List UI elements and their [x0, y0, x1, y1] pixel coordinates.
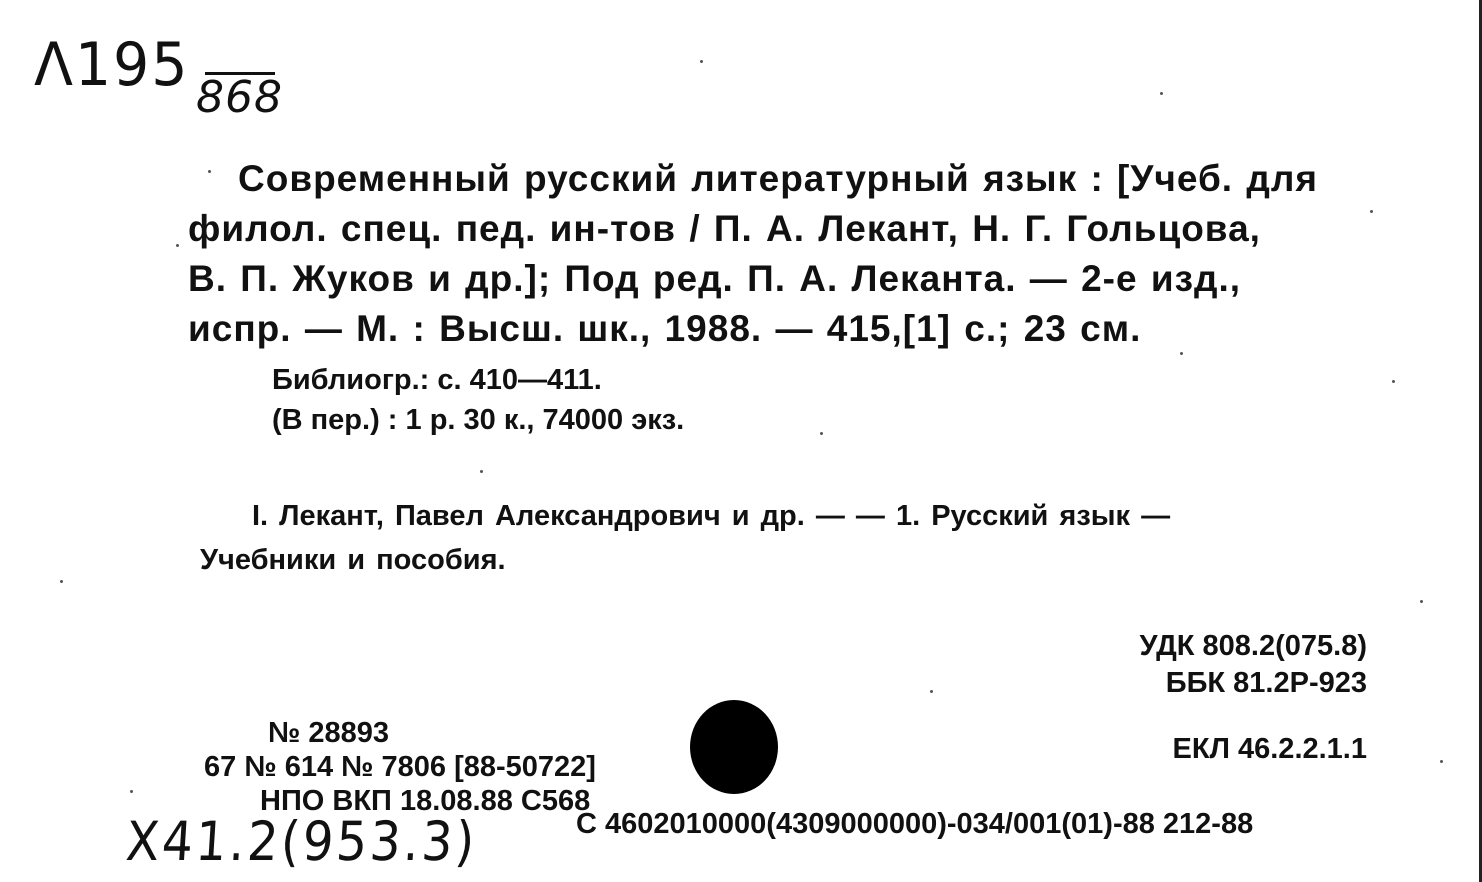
scan-speck — [1370, 210, 1373, 213]
scan-speck — [1160, 92, 1163, 95]
scan-speck — [60, 580, 63, 583]
handwritten-shelf-subcode: 868 — [196, 72, 283, 123]
card-codes — [204, 716, 596, 818]
punch-hole — [690, 700, 778, 794]
ekl-code: ЕКЛ 46.2.2.1.1 — [1172, 733, 1367, 765]
entry-line-3: В. П. Жуков и др.]; Под ред. П. А. Леканта. — 2-е изд., — [188, 258, 1242, 299]
bbk-code: ББК 81.2Р-923 — [1165, 667, 1367, 699]
tracing-block — [200, 494, 1360, 582]
entry-line-2: филол. спец. пед. ин-тов / П. А. Лекант, Н. Г. Гольцова, — [188, 208, 1261, 249]
bibliography-note: Библиогр.: с. 410—411. — [272, 364, 602, 396]
udk-code: УДК 808.2(075.8) — [1139, 630, 1367, 662]
order-number: 67 № 614 № 7806 [88-50722] — [204, 751, 596, 783]
scan-speck — [1420, 600, 1423, 603]
scan-speck — [1180, 352, 1183, 355]
scan-speck — [176, 244, 179, 247]
bibliographic-entry — [188, 154, 1358, 354]
handwritten-classification: Х41.2(953.3) — [124, 810, 479, 873]
handwritten-shelf-code: Λ195 — [34, 30, 190, 100]
scan-speck — [700, 60, 703, 63]
entry-line-1: Современный русский литературный язык : [Учеб. для — [238, 158, 1318, 199]
scan-speck — [820, 432, 823, 435]
scan-speck — [930, 690, 933, 693]
scan-speck — [1440, 760, 1443, 763]
scan-speck — [1392, 380, 1395, 383]
tracing-line-2: Учебники и пособия. — [200, 544, 506, 576]
scan-speck — [480, 470, 483, 473]
entry-line-4: испр. — М. : Высш. шк., 1988. — 415,[1] с.; 23 см. — [188, 308, 1142, 349]
tracing-line-1: I. Лекант, Павел Александрович и др. — — 1. Русский язык — — [252, 500, 1171, 532]
card-number: № 28893 — [268, 717, 390, 749]
price-note: (В пер.) : 1 р. 30 к., 74000 экз. — [272, 404, 685, 436]
isbn-code: С 4602010000(4309000000)-034/001(01)-88 212-88 — [576, 808, 1254, 840]
npo-code: НПО ВКП 18.08.88 С568 — [260, 785, 591, 817]
scan-speck — [208, 170, 211, 173]
classification-codes — [1140, 628, 1367, 702]
scan-speck — [130, 790, 133, 793]
entry-notes — [272, 360, 684, 440]
